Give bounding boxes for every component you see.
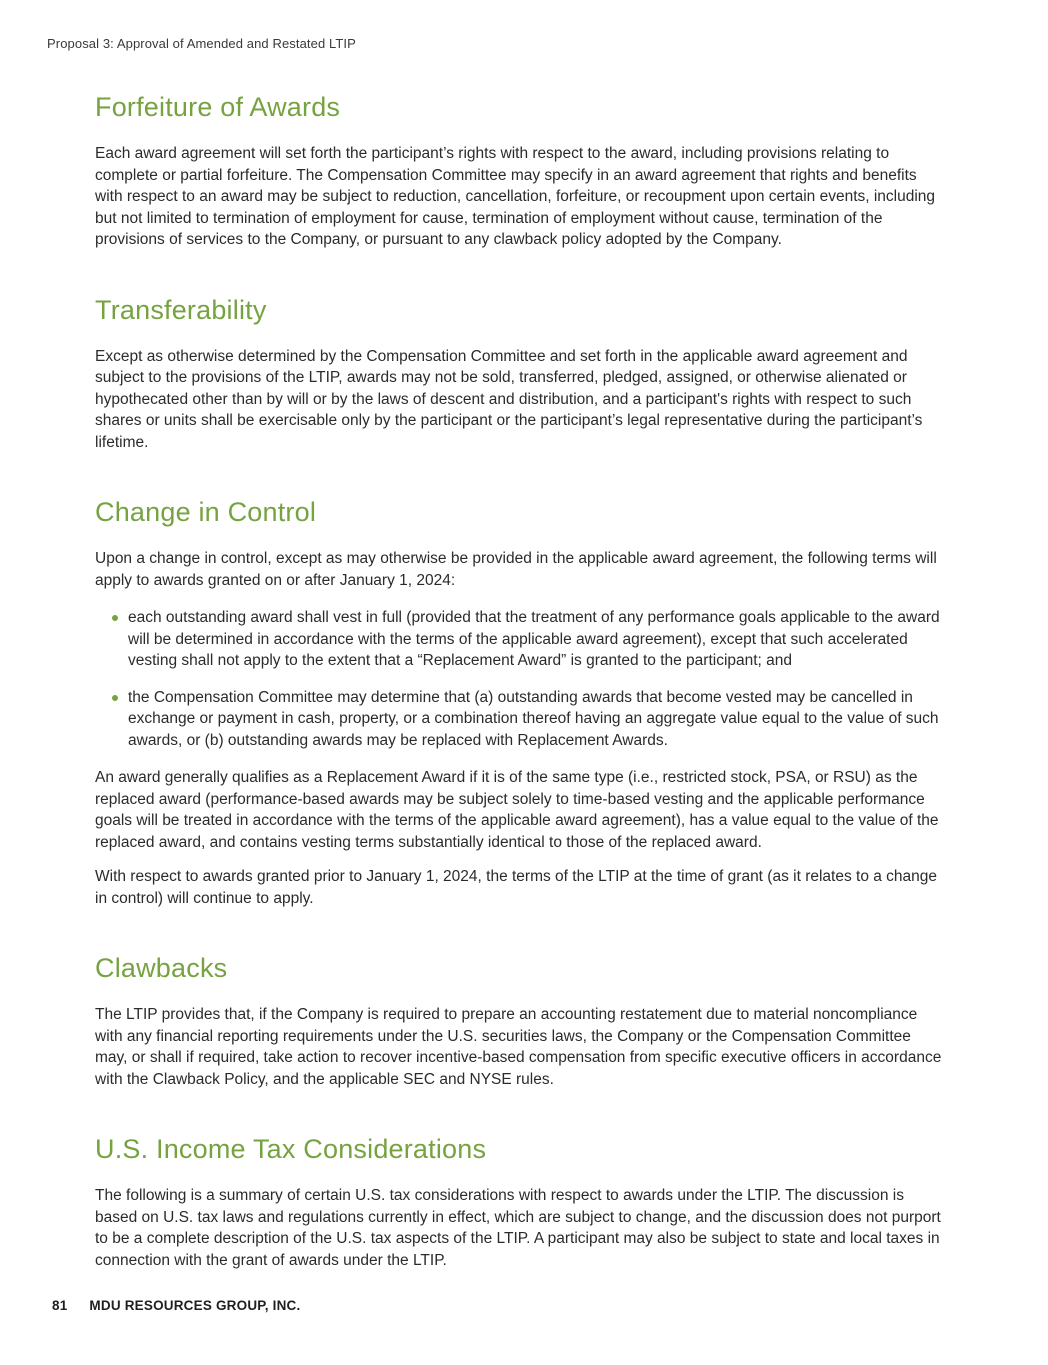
document-content — [95, 84, 947, 1284]
section-heading-forfeiture-of-awards: Forfeiture of Awards — [95, 92, 341, 122]
paragraph-tax-considerations: The following is a summary of certain U.S. tax considerations with respect to awards under the LTIP. The discussion is based on U.S. tax laws and regulations currently in effect, which are subject to change, and the discussion does not purport to be a complete description of the U.S. tax aspects of the LTIP. A participant may also be subject to state and local taxes in connection with the grant of awards under the LTIP. — [95, 1187, 941, 1269]
running-header: Proposal 3: Approval of Amended and Restated LTIP — [47, 36, 356, 51]
paragraph-forfeiture: Each award agreement will set forth the participant’s rights with respect to the award, including provisions relating to complete or partial forfeiture. The Compensation Committee may specify in an award agreement that rights and benefits with respect to an award may be subject to reduction, cancellation, forfeiture, or recoupment upon certain events, including but not limited to termination of employment for cause, termination of employment without cause, termination of the provisions of services to the Company, or pursuant to any clawback policy adopted by the Company. — [95, 145, 936, 248]
paragraph-replacement-award: An award generally qualifies as a Replacement Award if it is of the same type (i.e., restricted stock, PSA, or RSU) as the replaced award (performance-based awards may be subject solely to time-based vesting and the applicable performance goals will be treated in accordance with the terms of the applicable award agreement), has a value equal to the value of the replaced award, and contains vesting terms substantially identical to those of the replaced award. — [95, 769, 939, 851]
section-heading-transferability: Transferability — [95, 294, 267, 325]
footer-company-name: MDU RESOURCES GROUP, INC. — [89, 1298, 301, 1313]
paragraph-prior-awards: With respect to awards granted prior to January 1, 2024, the terms of the LTIP at the time of grant (as it relates to a change in control) will continue to apply. — [95, 868, 938, 907]
page-number: 81 — [52, 1298, 68, 1313]
paragraph-transferability: Except as otherwise determined by the Compensation Committee and set forth in the applicable award agreement and subject to the provisions of the LTIP, awards may not be sold, transferred, pledged, assigned, or otherwise alienated or hypothecated other than by will or by the laws of descent and distribution, and a participant's rights with respect to such shares or units shall be exercisable only by the participant or the participant’s legal representative during the participant’s lifetime. — [95, 347, 923, 451]
section-heading-us-income-tax: U.S. Income Tax Considerations — [95, 1134, 487, 1164]
bullet-list — [95, 607, 947, 751]
section-heading-change-in-control: Change in Control — [95, 497, 317, 527]
paragraph-change-in-control-intro: Upon a change in control, except as may otherwise be provided in the applicable award agreement, the following terms will apply to awards granted on or after January 1, 2024: — [95, 550, 937, 589]
bullet-item-vesting: each outstanding award shall vest in full (provided that the treatment of any performance goals applicable to the award will be determined in accordance with the terms of the applicable award agreement), except that such accelerated vesting shall not apply to the extent that a “Replacement Award” is granted to the participant; and — [95, 607, 947, 672]
bullet-item-committee-determination: the Compensation Committee may determine that (a) outstanding awards that become vested may be cancelled in exchange or payment in cash, property, or a combination thereof having an aggregate value equal to the value of such awards, or (b) outstanding awards may be replaced with Replacement Awards. — [95, 687, 947, 752]
paragraph-clawbacks: The LTIP provides that, if the Company is required to prepare an accounting restatement due to material noncompliance with any financial reporting requirements under the U.S. securities laws, the Company or the Compensation Committee may, or shall if required, take action to recover incentive-based compensation from specific executive officers in accordance with the Clawback Policy, and the applicable SEC and NYSE rules. — [95, 1006, 942, 1088]
section-heading-clawbacks: Clawbacks — [95, 953, 228, 983]
page-footer — [52, 1298, 300, 1313]
